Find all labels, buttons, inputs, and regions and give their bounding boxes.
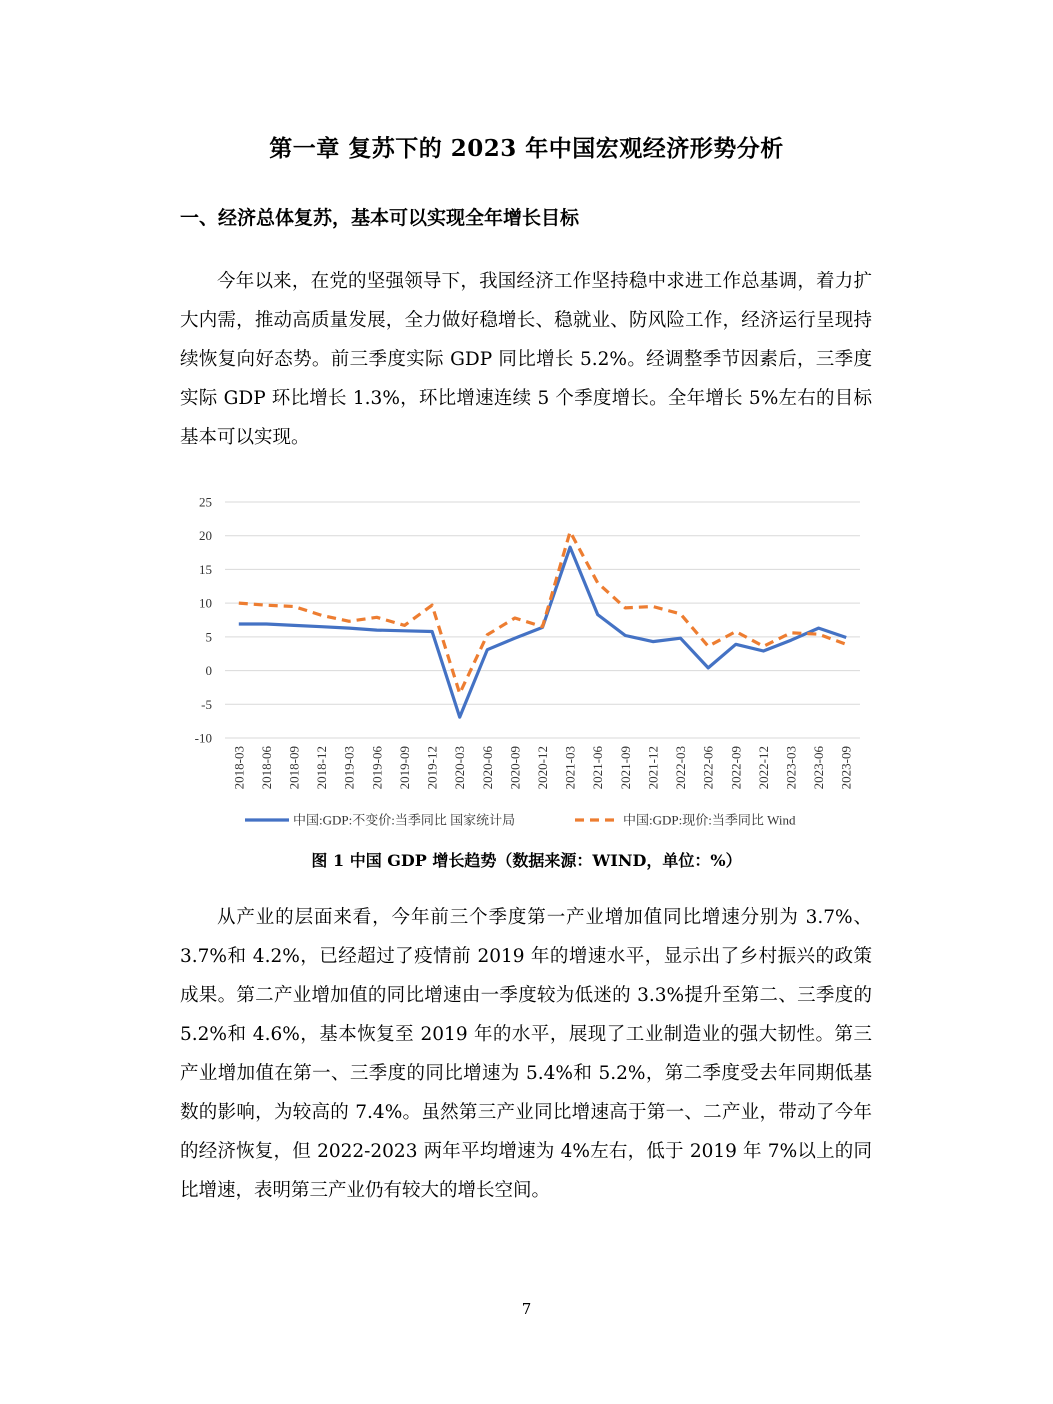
- chart-series: [239, 532, 846, 717]
- x-tick-label: 2020-03: [452, 746, 468, 790]
- series-line-2: [239, 532, 846, 694]
- x-tick-label: 2021-09: [617, 746, 633, 790]
- y-tick-label: 10: [199, 595, 212, 611]
- x-tick-label: 2020-09: [507, 746, 523, 790]
- x-tick-label: 2019-06: [369, 746, 385, 790]
- chapter-title: 第一章 复苏下的 2023 年中国宏观经济形势分析: [269, 135, 784, 162]
- x-tick-label: 2020-06: [479, 746, 495, 790]
- x-tick-label: 2022-06: [700, 746, 716, 790]
- paragraph-1: [180, 262, 872, 457]
- x-tick-label: 2018-06: [258, 746, 274, 790]
- y-tick-label: 20: [199, 528, 212, 544]
- y-tick-label: -10: [194, 730, 212, 746]
- chart-grid: [225, 502, 860, 738]
- gdp-line-chart: [180, 480, 880, 840]
- x-tick-label: 2019-12: [424, 746, 440, 790]
- x-tick-label: 2018-12: [314, 746, 330, 790]
- x-tick-label: 2023-09: [838, 746, 854, 790]
- figure-caption: 图 1 中国 GDP 增长趋势（数据来源：WIND，单位：%）: [311, 851, 742, 870]
- x-tick-label: 2018-09: [286, 746, 302, 790]
- x-tick-label: 2022-03: [673, 746, 689, 790]
- x-tick-label: 2018-03: [231, 746, 247, 790]
- x-tick-label: 2021-12: [645, 746, 661, 790]
- x-tick-label: 2019-03: [341, 746, 357, 790]
- x-tick-label: 2022-09: [728, 746, 744, 790]
- y-tick-label: 15: [199, 561, 212, 577]
- y-tick-label: 0: [205, 663, 212, 679]
- paragraph-1-text: 今年以来，在党的坚强领导下，我国经济工作坚持稳中求进工作总基调，着力扩大内需，推动高质量发展，全力做好稳增长、稳就业、防风险工作，经济运行呈现持续恢复向好态势。前三季度实际 GDP 同比增长 5.2%。经调整季节因素后，三季度实际 GDP 环比增长 1.3%，环比增速连续 5 个季度增长。全年增长 5%左右的目标基本可以实现。: [180, 271, 872, 448]
- section-heading: 一、经济总体复苏，基本可以实现全年增长目标: [180, 207, 580, 229]
- legend-label-1: 中国:GDP:不变价:当季同比 国家统计局: [293, 812, 516, 828]
- series-line-1: [239, 547, 846, 717]
- y-axis: [195, 495, 212, 746]
- y-tick-label: -5: [201, 696, 212, 712]
- x-tick-label: 2023-03: [783, 746, 799, 790]
- page-number: 7: [521, 1300, 532, 1318]
- y-tick-label: 5: [205, 629, 212, 645]
- paragraph-2: [180, 898, 872, 1210]
- x-tick-label: 2019-09: [396, 746, 412, 790]
- x-tick-label: 2020-12: [535, 746, 550, 790]
- paragraph-2-text: 从产业的层面来看，今年前三个季度第一产业增加值同比增速分别为 3.7%、3.7%和 4.2%，已经超过了疫情前 2019 年的增速水平，显示出了乡村振兴的政策成果。第二产业增加值的同比增速由一季度较为低迷的 3.3%提升至第二、三季度的 5.2%和 4.6%，基本恢复至 2019 年的水平，展现了工业制造业的强大韧性。第三产业增加值在第一、三季度的同比增速为 5.4%和 5.2%，第二季度受去年同期低基数的影响，为较高的 7.4%。虽然第三产业同比增速高于第一、二产业，带动了今年的经济恢复，但 2022-2023 两年平均增速为 4%左右，低于 2019 年 7%以上的同比增速，表明第三产业仍有较大的增长空间。: [180, 907, 872, 1201]
- x-tick-label: 2021-03: [562, 746, 578, 790]
- legend-label-2: 中国:GDP:现价:当季同比 Wind: [623, 812, 796, 828]
- x-tick-label: 2023-06: [811, 746, 827, 790]
- x-tick-label: 2022-12: [755, 746, 771, 790]
- chart-legend: [245, 813, 796, 828]
- x-tick-label: 2021-06: [590, 746, 606, 790]
- y-tick-label: 25: [199, 494, 212, 510]
- x-axis: [231, 746, 853, 790]
